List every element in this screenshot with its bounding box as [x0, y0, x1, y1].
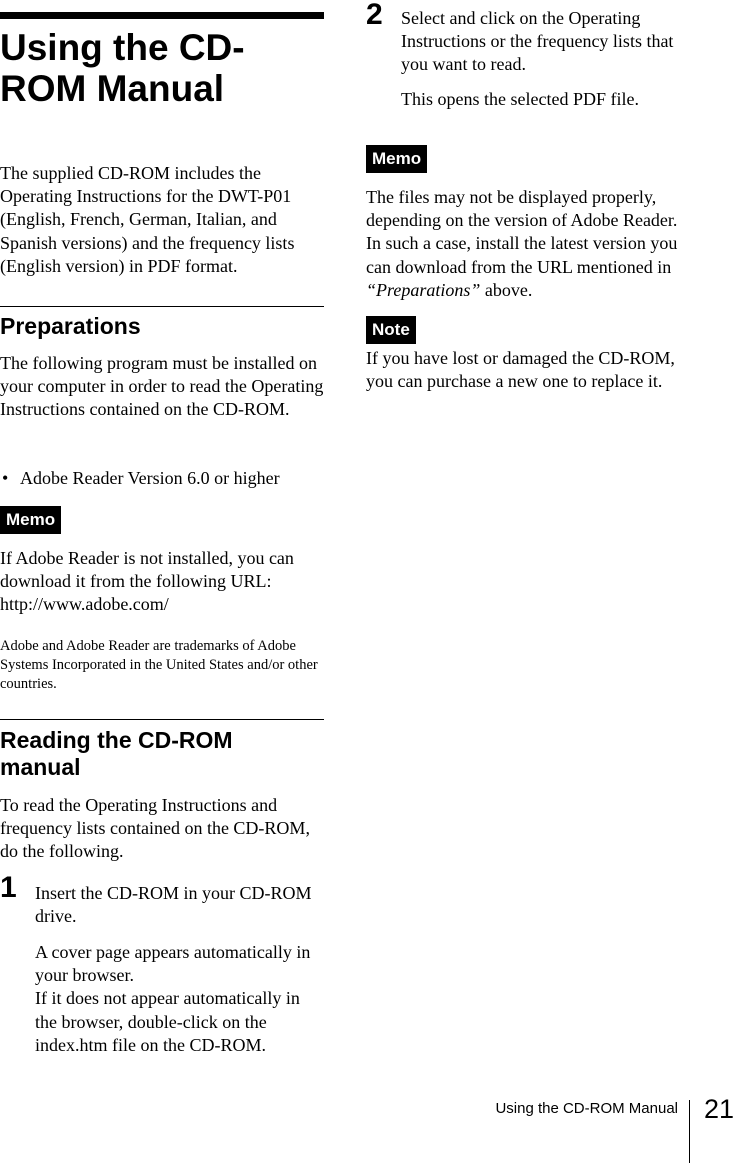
footer-section-title: Using the CD-ROM Manual	[495, 1100, 678, 1117]
page-title: Using the CD-ROM Manual	[0, 27, 245, 109]
preparations-paragraph: The following program must be installed on your computer in order to read the Operating Instructions contained on the CD-ROM.	[0, 353, 324, 420]
step-1-detail-auto: A cover page appears automatically in your browser.	[35, 942, 311, 986]
reading-heading: Reading the CD-ROM manual	[0, 727, 233, 780]
reading-rule	[0, 719, 324, 720]
footer-divider	[689, 1100, 690, 1163]
memo-block	[0, 547, 324, 617]
memo-badge: Memo	[0, 506, 61, 534]
memo-2-text	[366, 186, 692, 302]
adobe-url: http://www.adobe.com/	[0, 594, 169, 615]
step-1-detail	[35, 941, 325, 1057]
step-2-detail: This opens the selected PDF file.	[401, 89, 639, 109]
title-top-rule	[0, 12, 324, 19]
reading-paragraph: To read the Operating Instructions and frequency lists contained on the CD-ROM, do the following.	[0, 795, 310, 862]
preparations-heading: Preparations	[0, 313, 141, 339]
note-text: If you have lost or damaged the CD-ROM, you can purchase a new one to replace it.	[366, 348, 675, 392]
step-2-text: Select and click on the Operating Instructions or the frequency lists that you want to read.	[401, 8, 674, 75]
bullet-marker: •	[2, 468, 9, 488]
step-2-number: 2	[366, 0, 383, 31]
step-1-text: Insert the CD-ROM in your CD-ROM drive.	[35, 883, 312, 927]
memo-badge-2: Memo	[366, 145, 427, 173]
preparations-rule	[0, 306, 324, 307]
memo-text: If Adobe Reader is not installed, you can download it from the following URL:	[0, 548, 294, 592]
preparations-reference: “Preparations”	[366, 279, 481, 300]
step-1-detail-manual: If it does not appear automatically in the browser, double-click on the index.htm file on the CD-ROM.	[35, 988, 300, 1055]
requirement-bullet	[0, 467, 324, 490]
page-number: 21	[704, 1094, 734, 1124]
bullet-text: Adobe Reader Version 6.0 or higher	[20, 468, 280, 488]
step-1-number: 1	[0, 871, 17, 904]
memo-2-text-end: above.	[484, 279, 533, 300]
intro-paragraph: The supplied CD-ROM includes the Operating Instructions for the DWT-P01 (English, French, German, Italian, and Spanish versions) and the frequency lists (English version) in PDF format.	[0, 163, 295, 276]
memo-2-text-main: The files may not be displayed properly, depending on the version of Adobe Reader. In such a case, install the latest version you can download from the URL mentioned in	[366, 187, 678, 277]
trademark-notice: Adobe and Adobe Reader are trademarks of Adobe Systems Incorporated in the United States and/or other countries.	[0, 638, 318, 692]
note-badge: Note	[366, 316, 416, 344]
